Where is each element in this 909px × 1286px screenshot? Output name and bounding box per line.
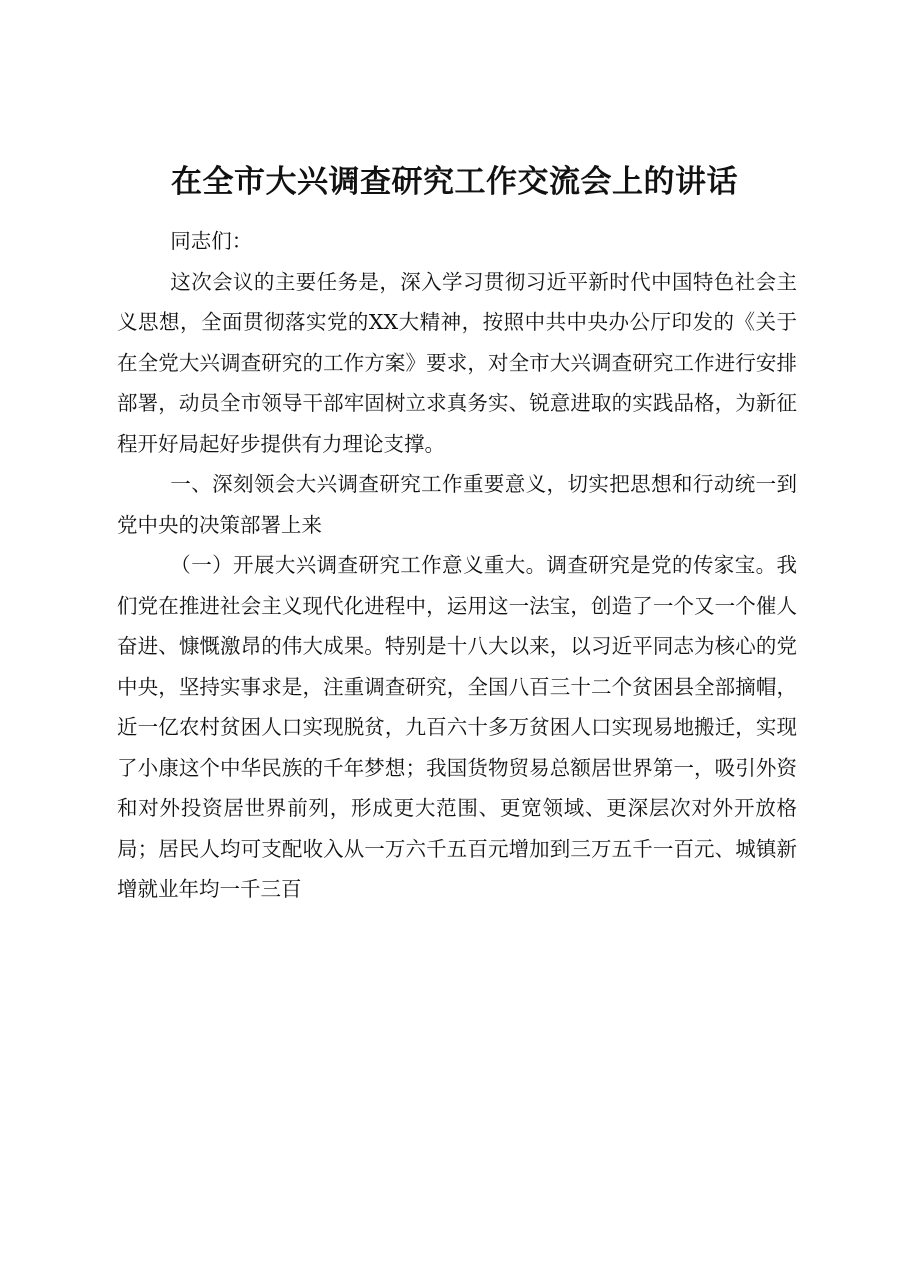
- subsection-paragraph-1: （一）开展大兴调查研究工作意义重大。调查研究是党的传家宝。我们党在推进社会主义现代化进程中，运用这一法宝，创造了一个又一个催人奋进、慷慨激昂的伟大成果。特别是十八大以来，以习近平同志为核心的党中央，坚持实事求是，注重调查研究，全国八百三十二个贫困县全部摘帽，近一亿农村贫困人口实现脱贫，九百六十多万贫困人口实现易地搬迁，实现了小康这个中华民族的千年梦想；我国货物贸易总额居世界第一，吸引外资和对外投资居世界前列，形成更大范围、更宽领域、更深层次对外开放格局；居民人均可支配收入从一万六千五百元增加到三万五千一百元、城镇新增就业年均一千三百: [117, 553, 797, 901]
- intro-paragraph: 这次会议的主要任务是，深入学习贯彻习近平新时代中国特色社会主义思想，全面贯彻落实党的XX大精神，按照中共中央办公厅印发的《关于在全党大兴调查研究的工作方案》要求，对全市大兴调查研究工作进行安排部署，动员全市领导干部牢固树立求真务实、锐意进取的实践品格，为新征程开好局起好步提供有力理论支撑。: [117, 269, 797, 456]
- document-title: 在全市大兴调查研究工作交流会上的讲话: [171, 164, 738, 200]
- salutation-paragraph: 同志们：: [170, 229, 253, 253]
- section-heading-1: 一、深刻领会大兴调查研究工作重要意义，切实把思想和行动统一到党中央的决策部署上来: [117, 472, 797, 537]
- document-body: [117, 221, 797, 910]
